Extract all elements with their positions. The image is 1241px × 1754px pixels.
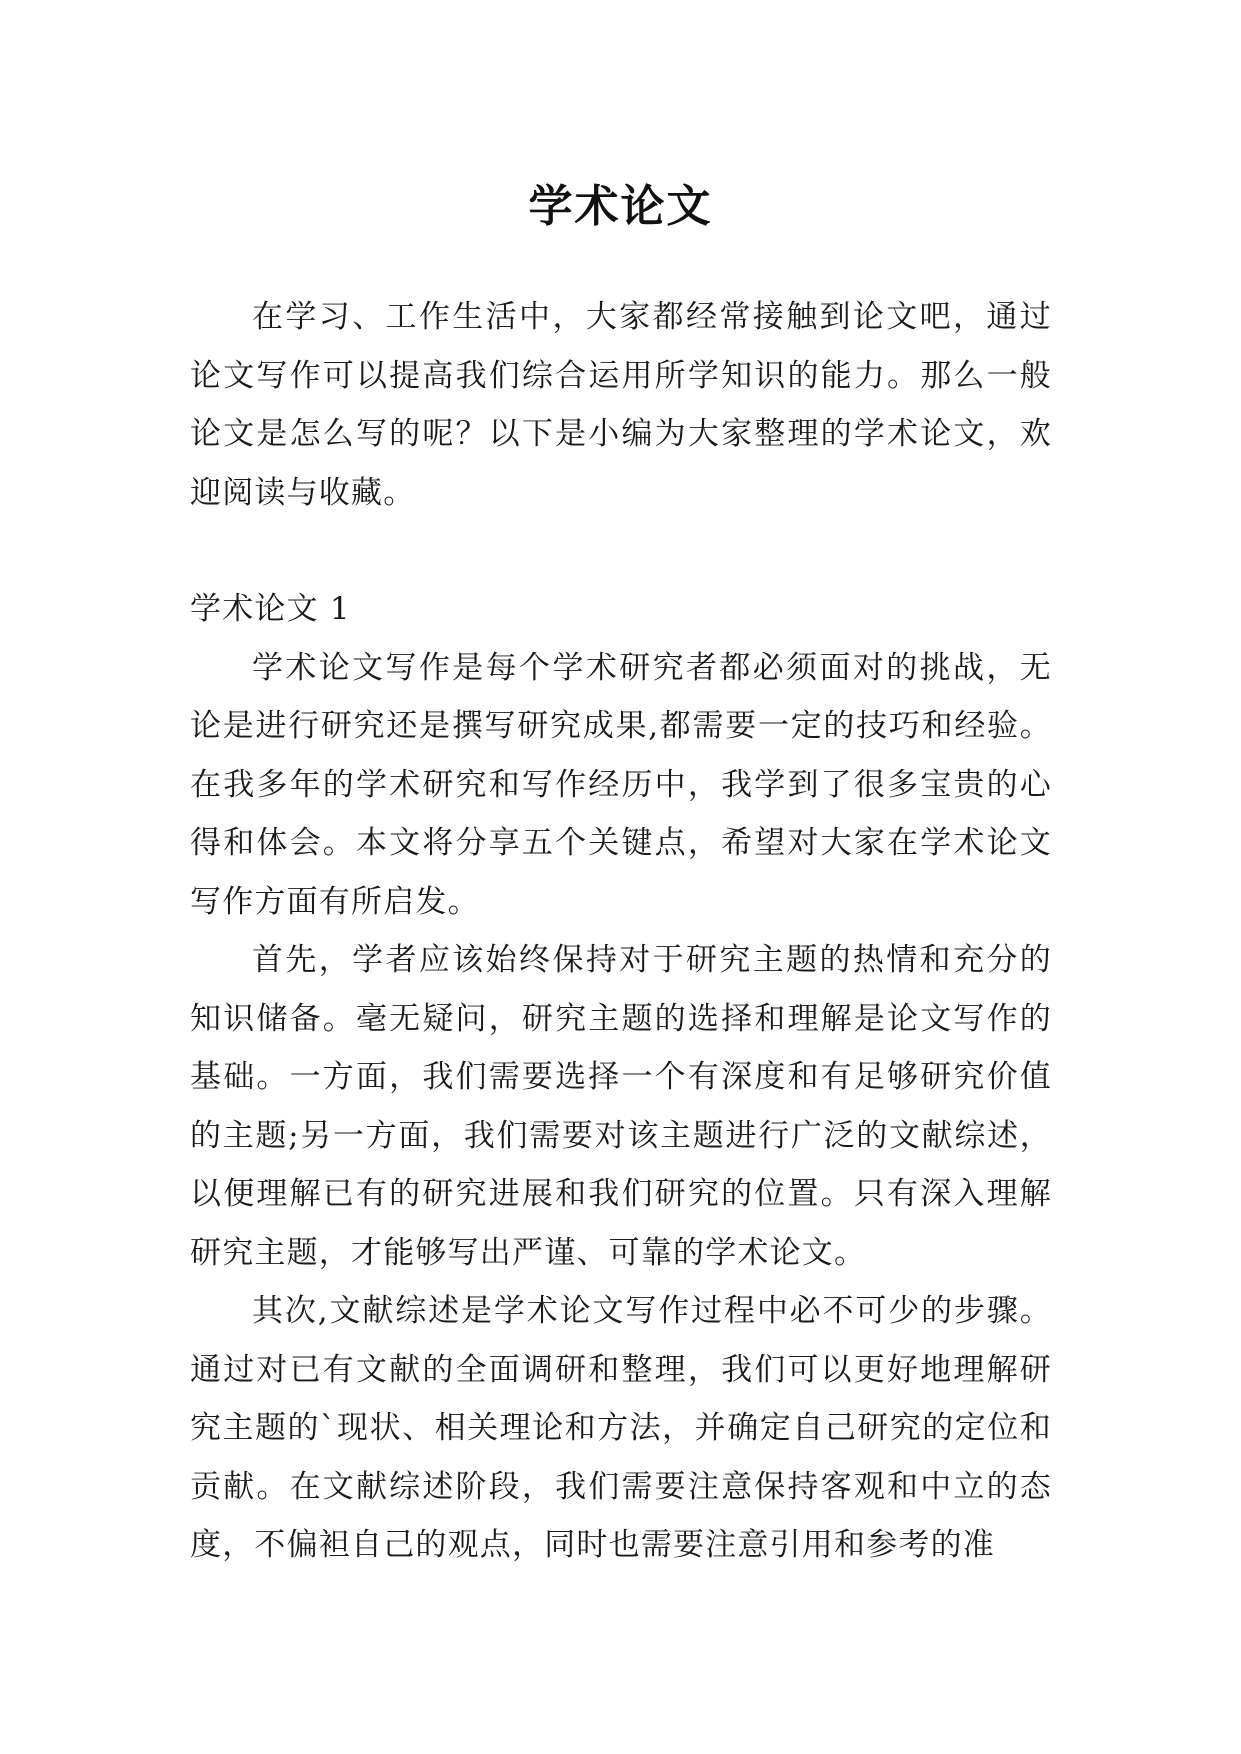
- document-title: 学术论文: [528, 181, 713, 233]
- body-paragraph-1: 学术论文写作是每个学术研究者都必须面对的挑战，无论是进行研究还是撰写研究成果,都需要一定的技巧和经验。在我多年的学术研究和写作经历中，我学到了很多宝贵的心得和体会。本文将分享五个关键点，希望对大家在学术论文写作方面有所启发。: [190, 649, 1052, 920]
- section-spacer: [190, 522, 1052, 580]
- body-paragraph-2: 首先，学者应该始终保持对于研究主题的热情和充分的知识储备。毫无疑问，研究主题的选择和理解是论文写作的基础。一方面，我们需要选择一个有深度和有足够研究价值的主题;另一方面，我们需要对该主题进行广泛的文献综述，以便理解已有的研究进展和我们研究的位置。只有深入理解研究主题，才能够写出严谨、可靠的学术论文。: [190, 942, 1052, 1271]
- body-paragraph-3: 其次,文献综述是学术论文写作过程中必不可少的步骤。通过对已有文献的全面调研和整理，我们可以更好地理解研究主题的`现状、相关理论和方法，并确定自己研究的定位和贡献。在文献综述阶段，我们需要注意保持客观和中立的态度，不偏袒自己的观点，同时也需要注意引用和参考的准: [190, 1293, 1052, 1563]
- section-heading: 学术论文 1: [190, 591, 351, 627]
- intro-paragraph: 在学习、工作生活中，大家都经常接触到论文吧，通过论文写作可以提高我们综合运用所学知识的能力。那么一般论文是怎么写的呢？以下是小编为大家整理的学术论文，欢迎阅读与收藏。: [190, 299, 1052, 511]
- document-body: [190, 288, 1052, 1575]
